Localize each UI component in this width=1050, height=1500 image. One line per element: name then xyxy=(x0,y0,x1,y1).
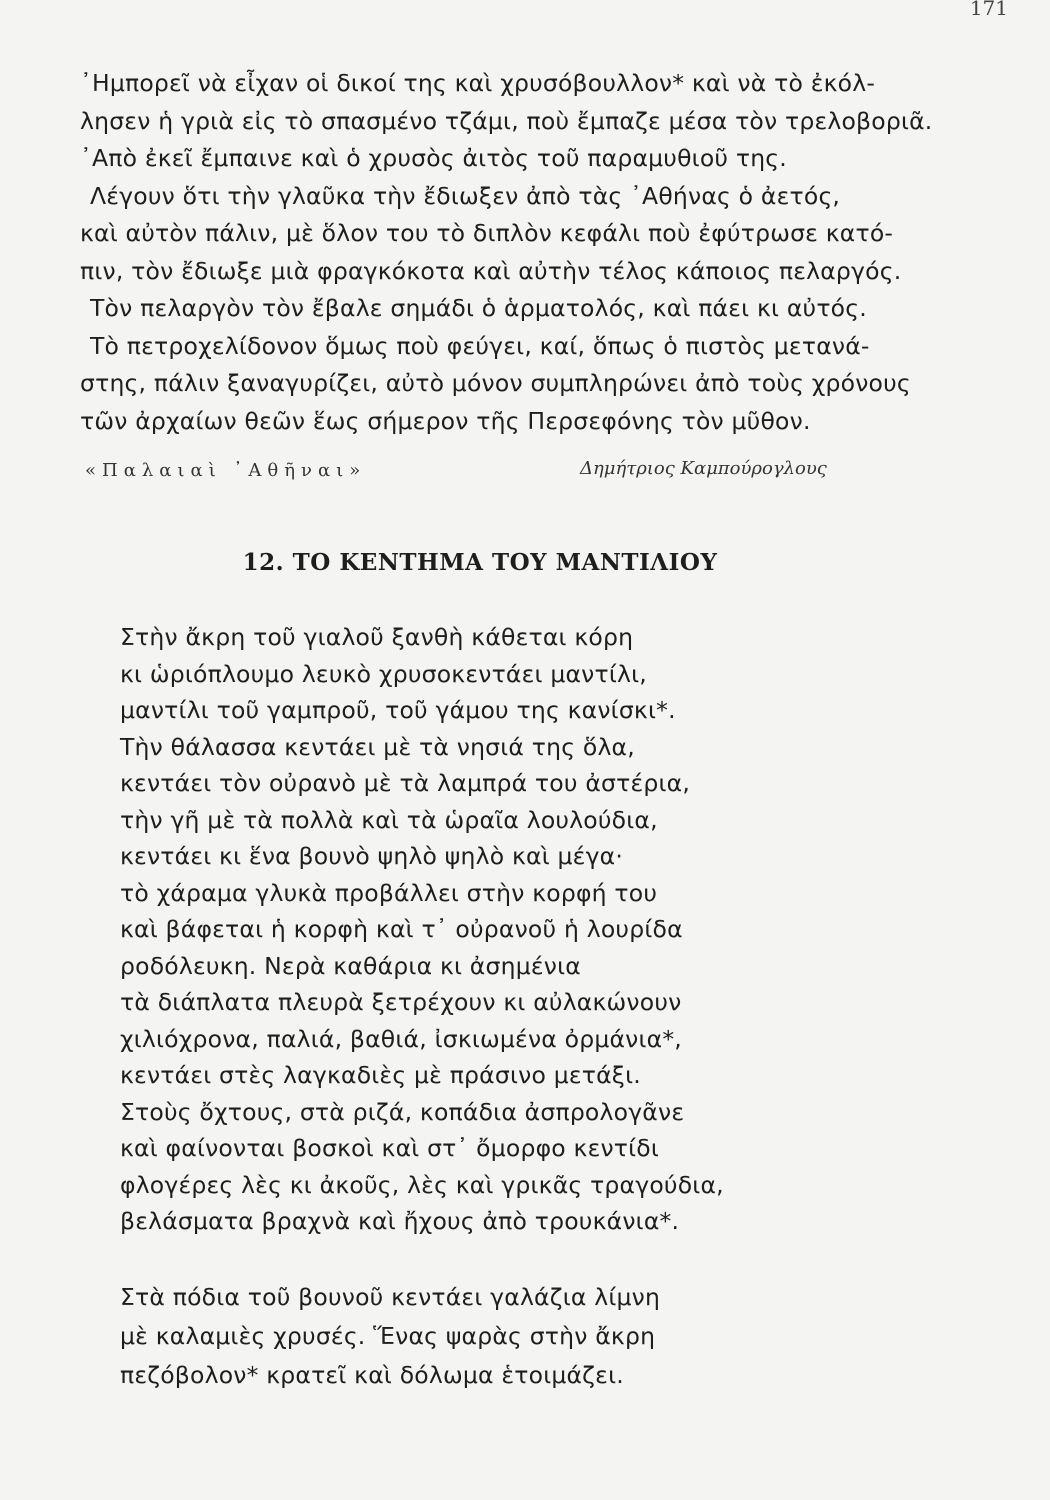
poem-stanza-1 xyxy=(120,619,940,1240)
prose-line: στης, πάλιν ξαναγυρίζει, αὐτὸ μόνον συμπληρώνει ἀπὸ τοὺς χρόνους xyxy=(80,369,911,397)
poem-line: χιλιόχρονα, παλιά, βαθιά, ἰσκιωμένα ὀρμάνια*, xyxy=(120,1024,682,1053)
source-publication: «Παλαιαὶ ᾿Αθῆναι» xyxy=(85,460,367,481)
poem-line: μὲ καλαμιὲς χρυσές. Ἕνας ψαρὰς στὴν ἄκρη xyxy=(120,1322,656,1350)
poem-line: καὶ φαίνονται βοσκοὶ καὶ στ᾿ ὄμορφο κεντίδι xyxy=(120,1134,660,1162)
poem-line: κεντάει στὲς λαγκαδιὲς μὲ πράσινο μετάξι. xyxy=(120,1061,641,1089)
poem-line: φλογέρες λὲς κι ἀκοῦς, λὲς καὶ γρικᾶς τραγούδια, xyxy=(120,1170,724,1199)
poem-line: κεντάει κι ἕνα βουνὸ ψηλὸ ψηλὸ καὶ μέγα· xyxy=(120,842,624,870)
poem-line: καὶ βάφεται ἡ κορφὴ καὶ τ᾿ οὐρανοῦ ἡ λουρίδα xyxy=(120,915,683,943)
prose-line: ᾿Απὸ ἐκεῖ ἔμπαινε καὶ ὁ χρυσὸς ἀιτὸς τοῦ παραμυθιοῦ της. xyxy=(80,144,787,172)
prose-line: ᾿Ημπορεῖ νὰ εἶχαν οἱ δικοί της καὶ χρυσόβουλλον* καὶ νὰ τὸ ἐκόλ- xyxy=(80,69,876,97)
poem-line: Στὰ πόδια τοῦ βουνοῦ κεντάει γαλάζια λίμνη xyxy=(120,1283,661,1311)
poem-line: Στὴν ἄκρη τοῦ γιαλοῦ ξανθὴ κάθεται κόρη xyxy=(120,623,634,651)
prose-line: πιν, τὸν ἔδιωξε μιὰ φραγκόκοτα καὶ αὐτὴν τέλος κάποιος πελαργός. xyxy=(80,256,902,285)
poem-line: κι ὡριόπλουμο λευκὸ χρυσοκεντάει μαντίλι, xyxy=(120,659,647,688)
prose-line: λησεν ἡ γριὰ εἰς τὸ σπασμένο τζάμι, ποὺ ἔμπαζε μέσα τὸν τρελοβοριᾶ. xyxy=(80,106,933,135)
prose-line: Τὸ πετροχελίδονον ὅμως ποὺ φεύγει, καί, ὅπως ὁ πιστὸς μετανά- xyxy=(90,331,870,360)
source-author: Δημήτριος Καμπούρογλους xyxy=(580,458,827,479)
poem-stanza-2 xyxy=(120,1278,940,1395)
poem-line: τὴν γῆ μὲ τὰ πολλὰ καὶ τὰ ὡραῖα λουλούδια, xyxy=(120,805,658,834)
page-number: 171 xyxy=(969,0,1008,20)
poem-line: μαντίλι τοῦ γαμπροῦ, τοῦ γάμου της κανίσκι*. xyxy=(120,696,676,724)
poem-line: Στοὺς ὄχτους, στὰ ριζά, κοπάδια ἀσπρολογᾶνε xyxy=(120,1097,685,1126)
poem-line: πεζόβολον* κρατεῖ καὶ δόλωμα ἑτοιμάζει. xyxy=(120,1361,624,1389)
prose-line: Τὸν πελαργὸν τὸν ἔβαλε σημάδι ὁ ἁρματολός, καὶ πάει κι αὐτός. xyxy=(90,294,867,322)
section-heading: 12. ΤΟ ΚΕΝΤΗΜΑ ΤΟΥ ΜΑΝΤΙΛΙΟΥ xyxy=(242,549,718,576)
prose-line: Λέγουν ὅτι τὴν γλαῦκα τὴν ἔδιωξεν ἀπὸ τὰς ᾿Αθήνας ὁ ἀετός, xyxy=(90,181,841,210)
poem-line: τὰ διάπλατα πλευρὰ ξετρέχουν κι αὐλακώνουν xyxy=(120,988,682,1016)
poem-line: τὸ χάραμα γλυκὰ προβάλλει στὴν κορφή του xyxy=(120,878,658,907)
poem-line: βελάσματα βραχνὰ καὶ ἤχους ἀπὸ τρουκάνια*. xyxy=(120,1207,680,1235)
prose-passage xyxy=(80,65,980,440)
poem-line: Τὴν θάλασσα κεντάει μὲ τὰ νησιά της ὅλα, xyxy=(120,732,635,761)
prose-line: τῶν ἀρχαίων θεῶν ἕως σήμερον τῆς Περσεφόνης τὸν μῦθον. xyxy=(80,406,811,435)
prose-line: καὶ αὐτὸν πάλιν, μὲ ὅλον του τὸ διπλὸν κεφάλι ποὺ ἐφύτρωσε κατό- xyxy=(80,219,894,247)
source-citation xyxy=(85,452,885,492)
poem-line: ροδόλευκη. Νερὰ καθάρια κι ἀσημένια xyxy=(120,951,581,980)
poem-line: κεντάει τὸν οὐρανὸ μὲ τὰ λαμπρά του ἀστέρια, xyxy=(120,769,690,797)
